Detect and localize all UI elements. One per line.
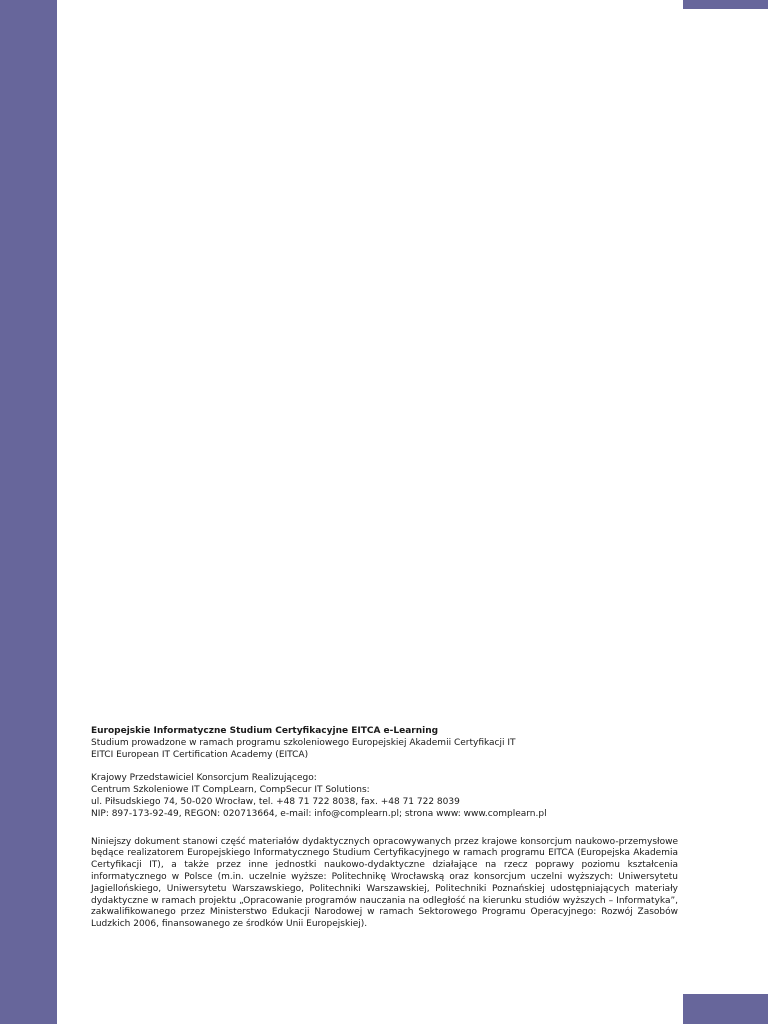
spacer <box>91 761 678 773</box>
contact-address: ul. Piłsudskiego 74, 50-020 Wrocław, tel. +48 71 722 8038, fax. +48 71 722 8039 <box>91 796 460 807</box>
left-accent-bar <box>0 0 57 1024</box>
back-cover-footer <box>91 726 678 931</box>
contact-ids: NIP: 897-173-92-49, REGON: 020713664, e-mail: info@complearn.pl; strona www: www.complearn.pl <box>91 808 547 819</box>
contact-company: Centrum Szkoleniowe IT CompLearn, CompSecur IT Solutions: <box>91 785 370 796</box>
contact-heading: Krajowy Przedstawiciel Konsorcjum Realizującego: <box>91 773 317 784</box>
program-title: Europejskie Informatyczne Studium Certyfikacyjne EITCA e-Learning <box>91 726 439 736</box>
program-subtitle-2: EITCI European IT Certification Academy (EITCA) <box>91 749 309 760</box>
bottom-right-accent-block <box>683 994 768 1024</box>
program-subtitle-1: Studium prowadzone w ramach programu szkoleniowego Europejskiej Akademii Certyfikacji IT <box>91 737 516 748</box>
top-right-accent-block <box>683 0 768 9</box>
contact-block <box>91 773 678 820</box>
spacer <box>91 821 678 837</box>
disclaimer-paragraph: Niniejszy dokument stanowi część materiałów dydaktycznych opracowywanych przez krajowe konsorcjum naukowo-przemysłowe będące realizatorem Europejskiego Informatycznego Studium Certyfikacyjnego w ramach programu EITCA (Europejska Akademia Certyfikacji IT), a także przez inne jednostki naukowo-dydaktyczne działające na rzecz poprawy poziomu kształcenia informatycznego w Polsce (m.in. uczelnie wyższe: Politechnikę Wrocławską oraz konsorcjum uczelni wyższych: Uniwersytetu Jagiellońskiego, Uniwersytetu Warszawskiego, Politechniki Warszawskiej, Politechniki Poznańskiej udostępniających materiały dydaktyczne w ramach projektu „Opracowanie programów nauczania na odległość na kierunku studiów wyższych – Informatyka”, zakwalifikowanego przez Ministerstwo Edukacji Narodowej w ramach Sektorowego Programu Operacyjnego: Rozwój Zasobów Ludzkich 2006, finansowanego ze środków Unii Europejskiej). <box>91 836 678 930</box>
